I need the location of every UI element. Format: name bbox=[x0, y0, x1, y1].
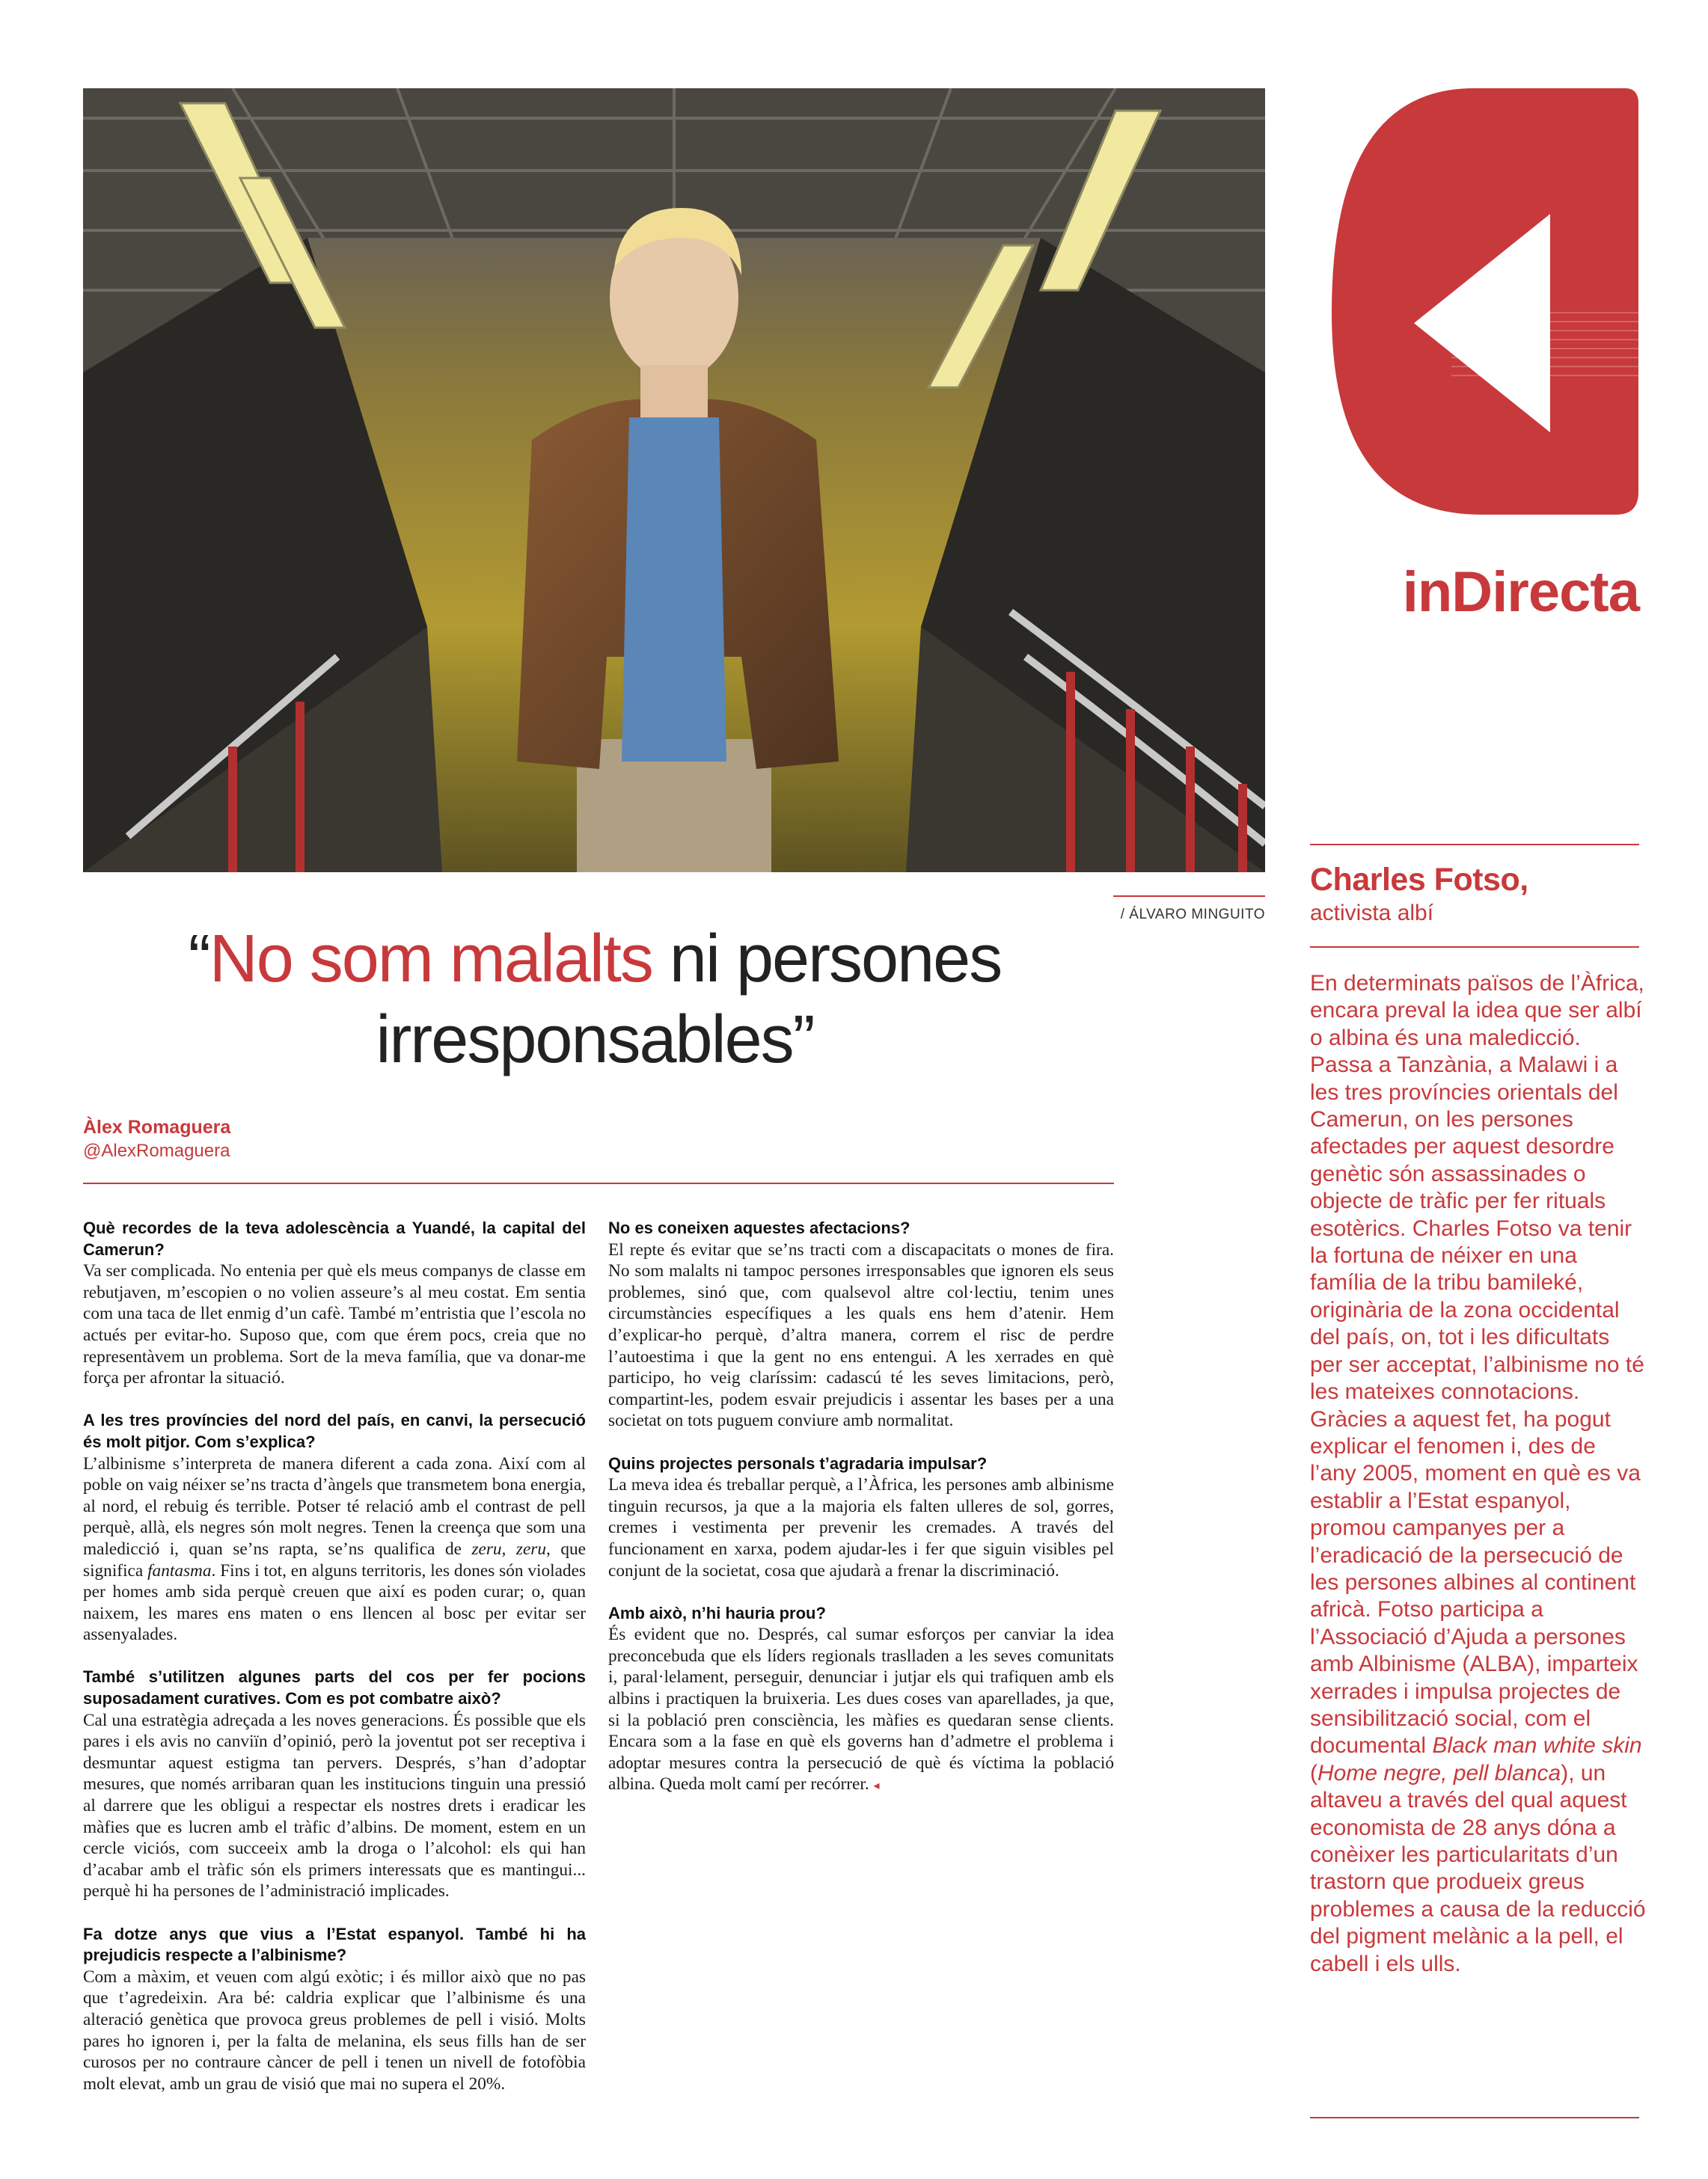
author-rule bbox=[83, 1183, 1114, 1184]
question: A les tres províncies del nord del país, en canvi, la persecució és molt pitjor. Com s’explica? bbox=[83, 1411, 586, 1451]
question: Quins projectes personals t’agradaria impulsar? bbox=[608, 1453, 988, 1473]
qa-block bbox=[83, 1218, 586, 1389]
credit-rule bbox=[1113, 895, 1265, 897]
portrait-photo bbox=[83, 88, 1265, 872]
sidebar-role: activista albí bbox=[1310, 901, 1434, 925]
qa-block bbox=[608, 1453, 1114, 1582]
author-handle[interactable]: @AlexRomaguera bbox=[83, 1141, 230, 1161]
headline-red-part: No som malalts bbox=[209, 922, 652, 996]
question: Amb això, n’hi hauria prou? bbox=[608, 1603, 826, 1622]
question: També s’utilitzen algunes parts del cos per fer pocions suposadament curatives. Com es pot combatre això? bbox=[83, 1667, 586, 1708]
answer: Cal una estratègia adreçada a les noves generacions. És possible que els pares i els avis no canviïn d’opinió, però la joventut pot ser receptiva i desmuntar aquest estigma tan pervers. Després, s’han d’adoptar mesures, que només arribaran quan les institucions tinguin una pressió al darrere que les obligui a respectar els nostres drets i eradicar les màfies que es lucren amb el tràfic d’albins. De moment, estem en un cercle viciós, com succeeix amb la droga o l’alcohol: els qui han d’acabar amb el tràfic són els primers interessats que es mantingui... perquè hi ha persones de l’administració implicades. bbox=[83, 1710, 586, 1901]
answer: El repte és evitar que se’ns tracti com a discapacitats o mones de fira. No som malalts ni tampoc persones irresponsables que ignoren els seus problemes, sinó que, com qualsevol altre col·lectiu, tenim unes circumstàncies específiques a les quals ens hem d’atenir. Hem d’explicar-ho perquè, d’altra manera, correm el risc de perdre l’autoestima i que la gent no ens entengui. A les xerrades en què participo, ho veig claríssim: cadascú té les seves limitacions, però, compartint-les, podem esvair prejudicis i assentar les bases per a una societat on tots puguem conviure amb normalitat. bbox=[608, 1239, 1114, 1431]
question: Què recordes de la teva adolescència a Yuandé, la capital del Camerun? bbox=[83, 1219, 586, 1259]
photo-credit: / ÁLVARO MINGUITO bbox=[1120, 907, 1265, 922]
sidebar-rule-top bbox=[1310, 844, 1639, 845]
answer: . Fins i tot, en alguns territoris, les dones són violades per homes amb sida perquè creuen que així es poden curar; o, quan naixem, les mares ens maten o ens llencen al bosc per evitar ser assenyalades. bbox=[83, 1560, 586, 1645]
film-subtitle: Home negre, pell blanca bbox=[1317, 1760, 1561, 1786]
answer: Com a màxim, et veuen com algú exòtic; i és millor això que no pas que t’agredeixin. Ara bé: caldria explicar que l’albinisme és una alteració genètica que provoca greus problemes de pell i visió. Molts pares ho ignoren i, per la falta de melanina, els seus fills han de ser curosos per no contraure càncer de pell i tenen un nivell de fotofòbia molt elevat, amb un grau de visió que mai no supera el 20%. bbox=[83, 1967, 586, 2094]
answer: L’albinisme s’interpreta de manera diferent a cada zona. Així com al poble on vaig néixer se’ns tracta d’àngels que transmetem bona energia, al nord, el rebuig és terrible. Potser té relació amb el contrast de pell perquè, allà, els negres són molt negres. Tenen la creença que som una maledicció i, quan se’ns rapta, se’ns qualifica de bbox=[83, 1453, 586, 1559]
sidebar-name: Charles Fotso, bbox=[1310, 862, 1528, 898]
sidebar-text: En determinats països de l’Àfrica, encara preval la idea que ser albí o albina és una maledicció. Passa a Tanzània, a Malawi i a les tres províncies orientals del Camerun, on les persones afectades per aquest desordre genètic són assassinades o objecte de tràfic per fer rituals esotèrics. Charles Fotso va tenir la fortuna de néixer en una família de la tribu bamileké, originària de la zona occidental del país, on, tot i les dificultats per ser acceptat, l’albinisme no té les mateixes connotacions. Gràcies a aquest fet, ha pogut explicar el fenomen i, des de l’any 2005, moment en què es va establir a l’Estat espanyol, promou campanyes per a l’eradicació de la persecució de les persones albines al continent africà. Fotso participa a l’Associació d’Ajuda a persones amb Albinisme (ALBA), imparteix xerrades i impulsa projectes de sensibilització social, com el documental bbox=[1310, 971, 1644, 1759]
qa-block bbox=[83, 1667, 586, 1902]
sidebar-text: ), un altaveu a través del qual aquest economista de 28 anys dóna a conèixer les particularitats d’un trastorn que produeix greus problemes a causa de la reducció del pigment melànic a la pell, el cabell i els ulls. bbox=[1310, 1760, 1646, 1976]
brand-name: inDirecta bbox=[1402, 560, 1639, 624]
headline-open-quote: “ bbox=[188, 922, 209, 996]
headline bbox=[112, 919, 1077, 1080]
qa-block bbox=[83, 1924, 586, 2095]
question: Fa dotze anys que vius a l’Estat espanyol. També hi ha prejudicis respecte a l’albinisme? bbox=[83, 1924, 586, 1965]
sidebar-rule-middle bbox=[1310, 946, 1639, 948]
question: No es coneixen aquestes afectacions? bbox=[608, 1219, 910, 1237]
film-title: Black man white skin bbox=[1432, 1733, 1642, 1759]
qa-block bbox=[83, 1410, 586, 1646]
answer: La meva idea és treballar perquè, a l’Àfrica, les persones amb albinisme tinguin recursos, ja que a la majoria els falten ulleres de sol, gorres, cremes i vestimenta per prevenir les cremades. A través del funcionament en xarxa, podem ajudar-les i fer que siguin visibles pel conjunt de la societat, cosa que ajudarà a frenar la discriminació. bbox=[608, 1475, 1114, 1581]
answer: És evident que no. Després, cal sumar esforços per canviar la idea preconcebuda que els líders regionals traslladen a les seves comunitats i, paral·lelament, perseguir, denunciar i jutjar els qui trafiquen amb els albins i practiquen la bruixeria. Les dues coses van aparellades, ja que, si la població pren consciència, les màfies es quedaran sense clients. Encara som a la fase en què els governs han d’admetre el problema i adoptar mesures contra la persecució de què és víctima la població albina. Queda molt camí per recórrer. bbox=[608, 1625, 1114, 1795]
article-column-2 bbox=[608, 1218, 1114, 1819]
qa-block bbox=[608, 1603, 1114, 1798]
answer: Va ser complicada. No entenia per què els meus companys de classe em rebutjaven, m’escopien o no volien asseure’s al meu costat. Em sentia com una taca de llet enmig d’un cafè. També m’entristia que l’escola no actués per evitar-ho. Suposo que, com que érem pocs, creia que no representàvem un problema. Sort de la meva família, que va donar-me força per afrontar la situació. bbox=[83, 1261, 586, 1388]
indirecta-logo-icon bbox=[1332, 88, 1638, 515]
headline-rest: ni persones irresponsables bbox=[376, 922, 1002, 1077]
sidebar-body bbox=[1310, 970, 1647, 1978]
sidebar-text: ( bbox=[1310, 1760, 1317, 1786]
article-column-1 bbox=[83, 1218, 586, 2094]
qa-block bbox=[608, 1218, 1114, 1432]
answer: , que significa bbox=[83, 1539, 586, 1581]
end-mark-icon: ◂ bbox=[873, 1780, 880, 1793]
headline-close-quote: ” bbox=[792, 1002, 814, 1077]
author-name: Àlex Romaguera bbox=[83, 1117, 231, 1138]
sidebar-rule-bottom bbox=[1310, 2117, 1639, 2118]
answer-emphasis: zeru, zeru bbox=[471, 1539, 547, 1559]
answer-emphasis: fantasma bbox=[147, 1560, 212, 1581]
